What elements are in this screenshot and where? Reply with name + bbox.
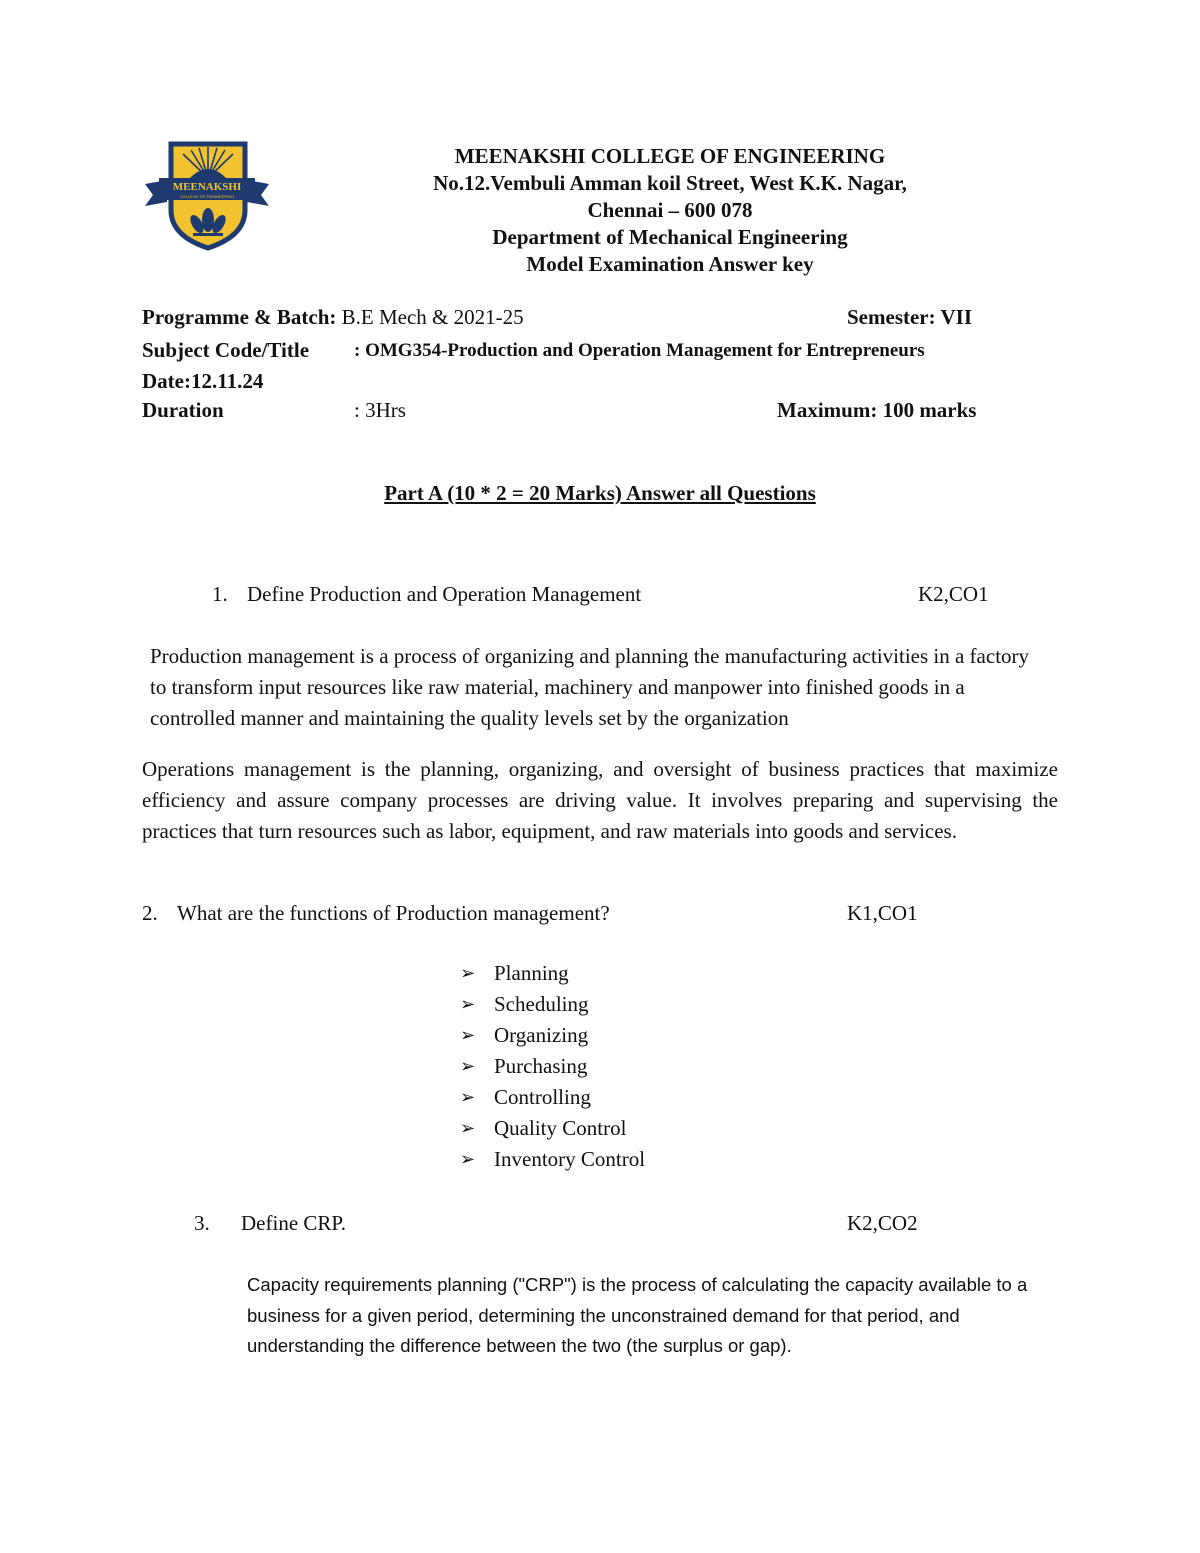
list-item: ➢ Purchasing [460, 1051, 645, 1082]
question-1-tag: K2,CO1 [918, 582, 989, 606]
question-3-text: Define CRP. [241, 1211, 346, 1235]
answer-3-paragraph: Capacity requirements planning ("CRP") is the process of calculating the capacity available to a business for a given period, determining the unconstrained demand for that period, and understanding the difference between the two (the surplus or gap). [247, 1274, 1028, 1356]
functions-list [460, 958, 645, 1175]
list-item: ➢ Scheduling [460, 989, 645, 1020]
programme-value: B.E Mech & 2021-25 [341, 305, 524, 329]
semester [847, 304, 972, 331]
part-a-heading: Part A (10 * 2 = 20 Marks) Answer all Questions [384, 481, 816, 505]
arrow-bullet-icon: ➢ [460, 1087, 476, 1107]
question-3-tag: K2,CO2 [847, 1211, 918, 1235]
arrow-bullet-icon: ➢ [460, 1118, 476, 1138]
college-address-line1: No.12.Vembuli Amman koil Street, West K.K. Nagar, [433, 171, 907, 195]
exam-date: Date:12.11.24 [142, 369, 264, 393]
subject-value: : OMG354-Production and Operation Management for Entrepreneurs [354, 340, 925, 361]
college-address-line2: Chennai – 600 078 [587, 198, 753, 222]
logo-text-bottom: COLLEGE OF ENGINEERING [179, 194, 235, 199]
list-item: ➢ Planning [460, 958, 645, 989]
department-name: Department of Mechanical Engineering [492, 225, 848, 249]
exam-title: Model Examination Answer key [526, 252, 814, 276]
question-2-number: 2. [142, 901, 158, 925]
answer-1-paragraph-2: Operations management is the planning, organizing, and oversight of business practices that maximize efficiency and assure company processes are driving value. It involves preparing and supervising the practices that turn resources such as labor, equipment, and raw materials into goods and services. [142, 757, 1058, 843]
duration-label: Duration [142, 398, 224, 422]
subject-label: Subject Code/Title [142, 338, 310, 362]
maximum-marks: Maximum: 100 marks [777, 398, 977, 422]
arrow-bullet-icon: ➢ [460, 1149, 476, 1169]
answer-1-paragraph-1: Production management is a process of organizing and planning the manufacturing activities in a factory to transform input resources like raw material, machinery and manpower into finished goods in a controlled manner and maintaining the quality levels set by the organization [150, 644, 1030, 730]
college-name: MEENAKSHI COLLEGE OF ENGINEERING [454, 144, 886, 168]
list-item: ➢ Controlling [460, 1082, 645, 1113]
question-2-tag: K1,CO1 [847, 901, 918, 925]
arrow-bullet-icon: ➢ [460, 994, 476, 1014]
question-3-number: 3. [194, 1211, 210, 1235]
question-2-text: What are the functions of Production management? [177, 901, 610, 925]
college-logo [143, 140, 271, 252]
arrow-bullet-icon: ➢ [460, 1056, 476, 1076]
duration-value: : 3Hrs [354, 398, 406, 422]
arrow-bullet-icon: ➢ [460, 963, 476, 983]
semester-value: VII [940, 305, 973, 329]
question-1-text: Define Production and Operation Management [247, 582, 642, 606]
list-item: ➢ Inventory Control [460, 1144, 645, 1175]
programme-label: Programme & Batch: [142, 305, 337, 329]
list-item: ➢ Quality Control [460, 1113, 645, 1144]
arrow-bullet-icon: ➢ [460, 1025, 476, 1045]
logo-text-top: MEENAKSHI [172, 181, 242, 193]
semester-label: Semester: [847, 305, 936, 329]
question-1-number: 1. [212, 582, 228, 606]
programme-batch [142, 304, 524, 331]
list-item: ➢ Organizing [460, 1020, 645, 1051]
